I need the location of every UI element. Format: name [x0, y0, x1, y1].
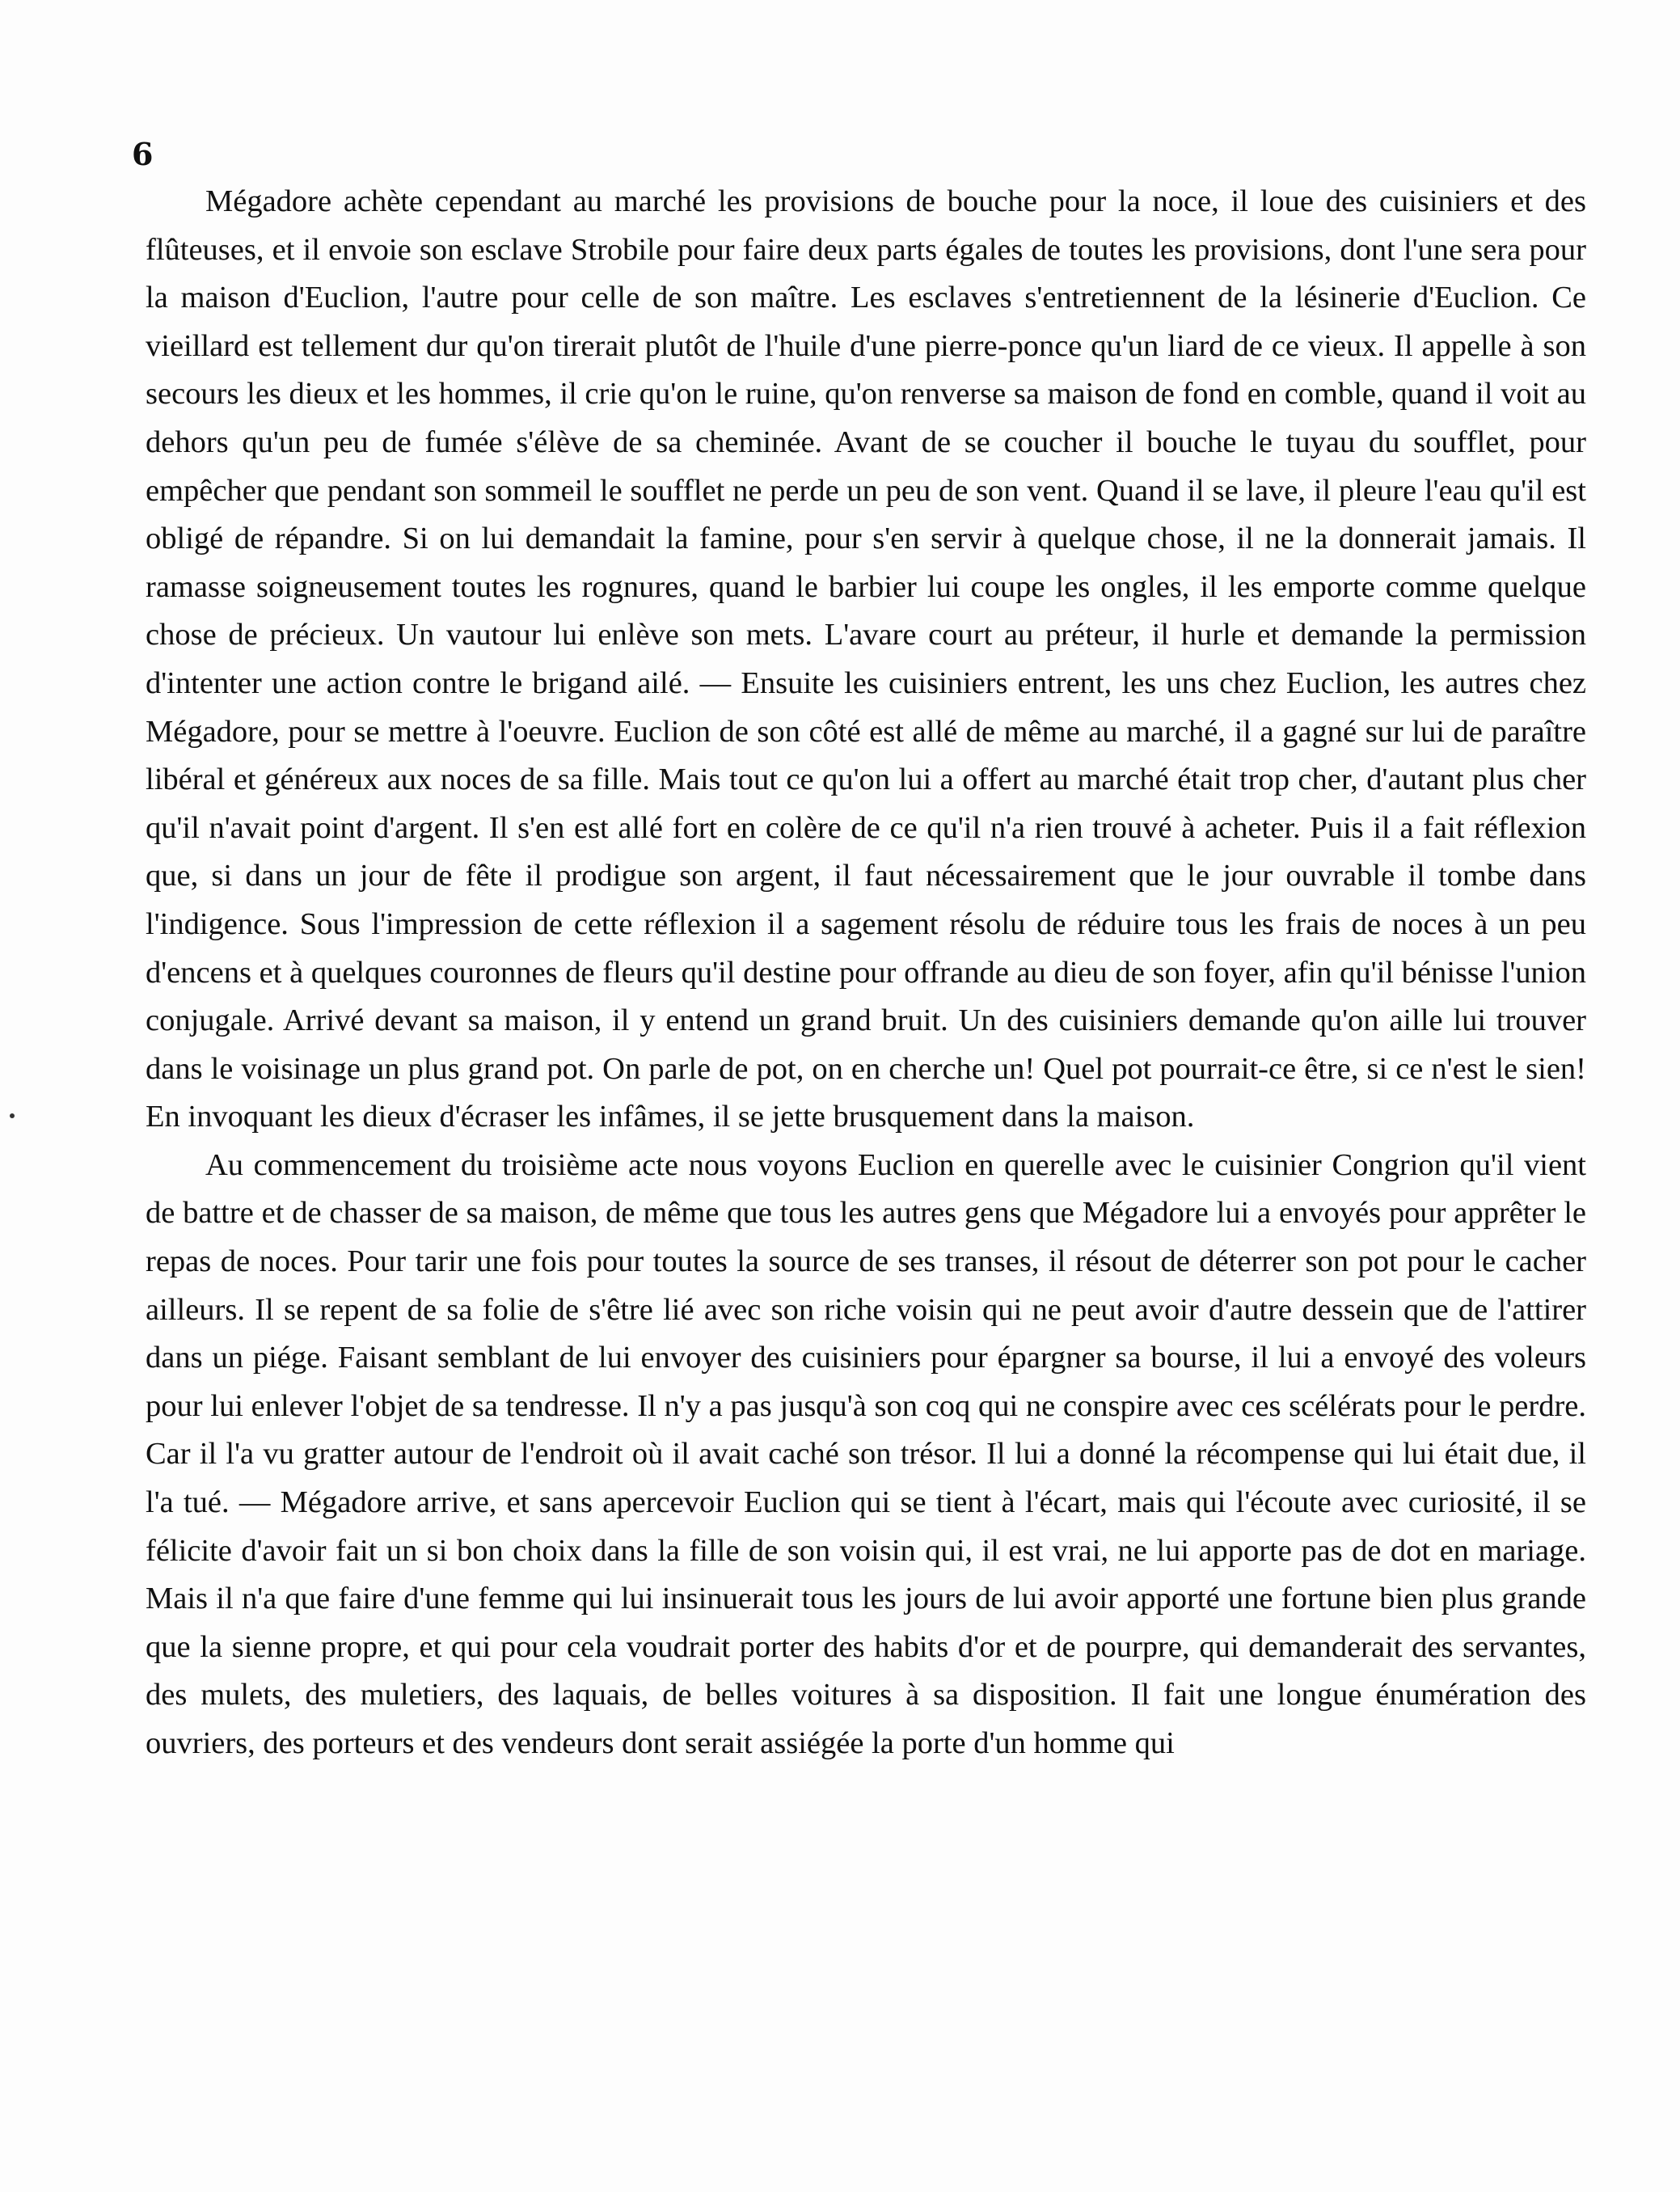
- paragraph-1: Mégadore achète cependant au marché les provisions de bouche pour la noce, il loue des cuisiniers et des flûteuses, et il envoie son esclave Strobile pour faire deux parts égales de toutes les provisions, dont l'une sera pour la maison d'Euclion, l'autre pour celle de son maître. Les esclaves s'entretiennent de la lésinerie d'Euclion. Ce vieillard est tellement dur qu'on tirerait plutôt de l'huile d'une pierre-ponce qu'un liard de ce vieux. Il appelle à son secours les dieux et les hommes, il crie qu'on le ruine, qu'on renverse sa maison de fond en comble, quand il voit au dehors qu'un peu de fumée s'élève de sa cheminée. Avant de se coucher il bouche le tuyau du soufflet, pour empêcher que pendant son sommeil le soufflet ne perde un peu de son vent. Quand il se lave, il pleure l'eau qu'il est obligé de répandre. Si on lui demandait la famine, pour s'en servir à quelque chose, il ne la donnerait jamais. Il ramasse soigneusement toutes les rognures, quand le barbier lui coupe les ongles, il les emporte comme quelque chose de précieux. Un vautour lui enlève son mets. L'avare court au préteur, il hurle et demande la permission d'intenter une action contre le brigand ailé. — Ensuite les cuisiniers entrent, les uns chez Euclion, les autres chez Mégadore, pour se mettre à l'oeuvre. Euclion de son côté est allé de même au marché, il a gagné sur lui de paraître libéral et généreux aux noces de sa fille. Mais tout ce qu'on lui a offert au marché était trop cher, d'autant plus cher qu'il n'avait point d'argent. Il s'en est allé fort en colère de ce qu'il n'a rien trouvé à acheter. Puis il a fait réflexion que, si dans un jour de fête il prodigue son argent, il faut nécessairement que le jour ouvrable il tombe dans l'indigence. Sous l'impression de cette réflexion il a sagement résolu de réduire tous les frais de noces à un peu d'encens et à quelques couronnes de fleurs qu'il destine pour offrande au dieu de son foyer, afin qu'il bénisse l'union conjugale. Arrivé devant sa maison, il y entend un grand bruit. Un des cuisiniers demande qu'on aille lui trouver dans le voisinage un plus grand pot. On parle de pot, on en cherche un! Quel pot pourrait-ce être, si ce n'est le sien! En invoquant les dieux d'écraser les infâmes, il se jette brusquement dans la maison.: [146, 184, 1586, 1134]
- paragraph-2: Au commencement du troisième acte nous voyons Euclion en querelle avec le cuisinier Congrion qu'il vient de battre et de chasser de sa maison, de même que tous les autres gens que Mégadore lui a envoyés pour apprêter le repas de noces. Pour tarir une fois pour toutes la source de ses transes, il résout de déterrer son pot pour le cacher ailleurs. Il se repent de sa folie de s'être lié avec son riche voisin qui ne peut avoir d'autre dessein que de l'attirer dans un piége. Faisant semblant de lui envoyer des cuisiniers pour épargner sa bourse, il lui a envoyé des voleurs pour lui enlever l'objet de sa tendresse. Il n'y a pas jusqu'à son coq qui ne conspire avec ces scélérats pour le perdre. Car il l'a vu gratter autour de l'endroit où il avait caché son trésor. Il lui a donné la récompense qui lui était due, il l'a tué. — Mégadore arrive, et sans apercevoir Euclion qui se tient à l'écart, mais qui l'écoute avec curiosité, il se félicite d'avoir fait un si bon choix dans la fille de son voisin qui, il est vrai, ne lui apporte pas de dot en mariage. Mais il n'a que faire d'une femme qui lui insinuerait tous les jours de lui avoir apporté une fortune bien plus grande que la sienne propre, et qui pour cela voudrait porter des habits d'or et de pourpre, qui demanderait des servantes, des mulets, des muletiers, des laquais, de belles voitures à sa disposition. Il fait une longue énumération des ouvriers, des porteurs et des vendeurs dont serait assiégée la porte d'un homme qui: [146, 1147, 1586, 1760]
- body-text: [146, 178, 1586, 1768]
- page-number: 6: [132, 136, 154, 172]
- scan-speck: [10, 1113, 15, 1118]
